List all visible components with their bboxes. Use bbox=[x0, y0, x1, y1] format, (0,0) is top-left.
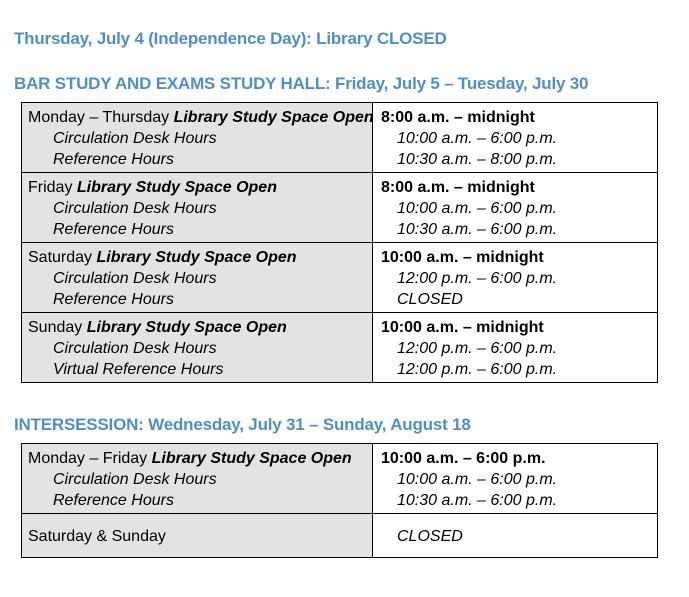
space-label: Library Study Space Open bbox=[151, 450, 352, 467]
row-hours: 10:00 a.m. – 6:00 p.m. bbox=[397, 130, 558, 147]
schedule-label-cell bbox=[22, 444, 373, 514]
schedule-hours-cell bbox=[373, 313, 658, 383]
bar-study-table bbox=[21, 102, 658, 383]
day-label: Saturday bbox=[28, 249, 93, 266]
row-hours: 12:00 p.m. – 6:00 p.m. bbox=[397, 340, 558, 357]
row-hours: CLOSED bbox=[397, 291, 463, 308]
intersession-heading: INTERSESSION: Wednesday, July 31 – Sunday, August 18 bbox=[14, 415, 471, 434]
intersession-table bbox=[21, 443, 658, 558]
schedule-label-cell bbox=[22, 313, 373, 383]
schedule-label-cell bbox=[22, 173, 373, 243]
space-label: Library Study Space Open bbox=[76, 179, 277, 196]
space-hours: 10:00 a.m. – 6:00 p.m. bbox=[381, 450, 546, 467]
row-label: Reference Hours bbox=[53, 492, 174, 509]
schedule-label-cell bbox=[22, 103, 373, 173]
schedule-hours-cell bbox=[373, 514, 658, 558]
space-hours: 8:00 a.m. – midnight bbox=[381, 109, 535, 126]
row-label: Reference Hours bbox=[53, 221, 174, 238]
row-label: Circulation Desk Hours bbox=[53, 270, 217, 287]
schedule-row bbox=[22, 243, 658, 313]
row-label: Circulation Desk Hours bbox=[53, 340, 217, 357]
day-label: Saturday & Sunday bbox=[28, 528, 166, 545]
day-label: Friday bbox=[28, 179, 73, 196]
schedule-label-cell bbox=[22, 243, 373, 313]
schedule-hours-cell bbox=[373, 243, 658, 313]
holiday-heading: Thursday, July 4 (Independence Day): Library CLOSED bbox=[14, 29, 447, 48]
bar-study-heading: BAR STUDY AND EXAMS STUDY HALL: Friday, July 5 – Tuesday, July 30 bbox=[14, 74, 589, 93]
row-label: Reference Hours bbox=[53, 291, 174, 308]
schedule-row bbox=[22, 313, 658, 383]
schedule-hours-cell bbox=[373, 173, 658, 243]
row-label: Reference Hours bbox=[53, 151, 174, 168]
row-hours: 10:00 a.m. – 6:00 p.m. bbox=[397, 471, 558, 488]
day-label: Sunday bbox=[28, 319, 83, 336]
space-label: Library Study Space Open bbox=[86, 319, 287, 336]
schedule-label-cell bbox=[22, 514, 373, 558]
space-label: Library Study Space Open bbox=[96, 249, 297, 266]
row-label: Circulation Desk Hours bbox=[53, 130, 217, 147]
schedule-hours-cell bbox=[373, 103, 658, 173]
row-label: Circulation Desk Hours bbox=[53, 471, 217, 488]
space-hours: 8:00 a.m. – midnight bbox=[381, 179, 535, 196]
schedule-row bbox=[22, 173, 658, 243]
space-hours: 10:00 a.m. – midnight bbox=[381, 319, 544, 336]
row-hours: 12:00 p.m. – 6:00 p.m. bbox=[397, 270, 558, 287]
day-label: Monday – Friday bbox=[28, 450, 148, 467]
schedule-row bbox=[22, 103, 658, 173]
row-hours: CLOSED bbox=[397, 528, 463, 545]
row-label: Circulation Desk Hours bbox=[53, 200, 217, 217]
row-hours: 10:30 a.m. – 6:00 p.m. bbox=[397, 492, 558, 509]
schedule-row bbox=[22, 514, 658, 558]
schedule-row bbox=[22, 444, 658, 514]
space-hours: 10:00 a.m. – midnight bbox=[381, 249, 544, 266]
day-label: Monday – Thursday bbox=[28, 109, 170, 126]
space-label: Library Study Space Open bbox=[173, 109, 374, 126]
row-hours: 12:00 p.m. – 6:00 p.m. bbox=[397, 361, 558, 378]
schedule-hours-cell bbox=[373, 444, 658, 514]
row-hours: 10:30 a.m. – 8:00 p.m. bbox=[397, 151, 558, 168]
row-hours: 10:00 a.m. – 6:00 p.m. bbox=[397, 200, 558, 217]
row-label: Virtual Reference Hours bbox=[53, 361, 224, 378]
row-hours: 10:30 a.m. – 6:00 p.m. bbox=[397, 221, 558, 238]
